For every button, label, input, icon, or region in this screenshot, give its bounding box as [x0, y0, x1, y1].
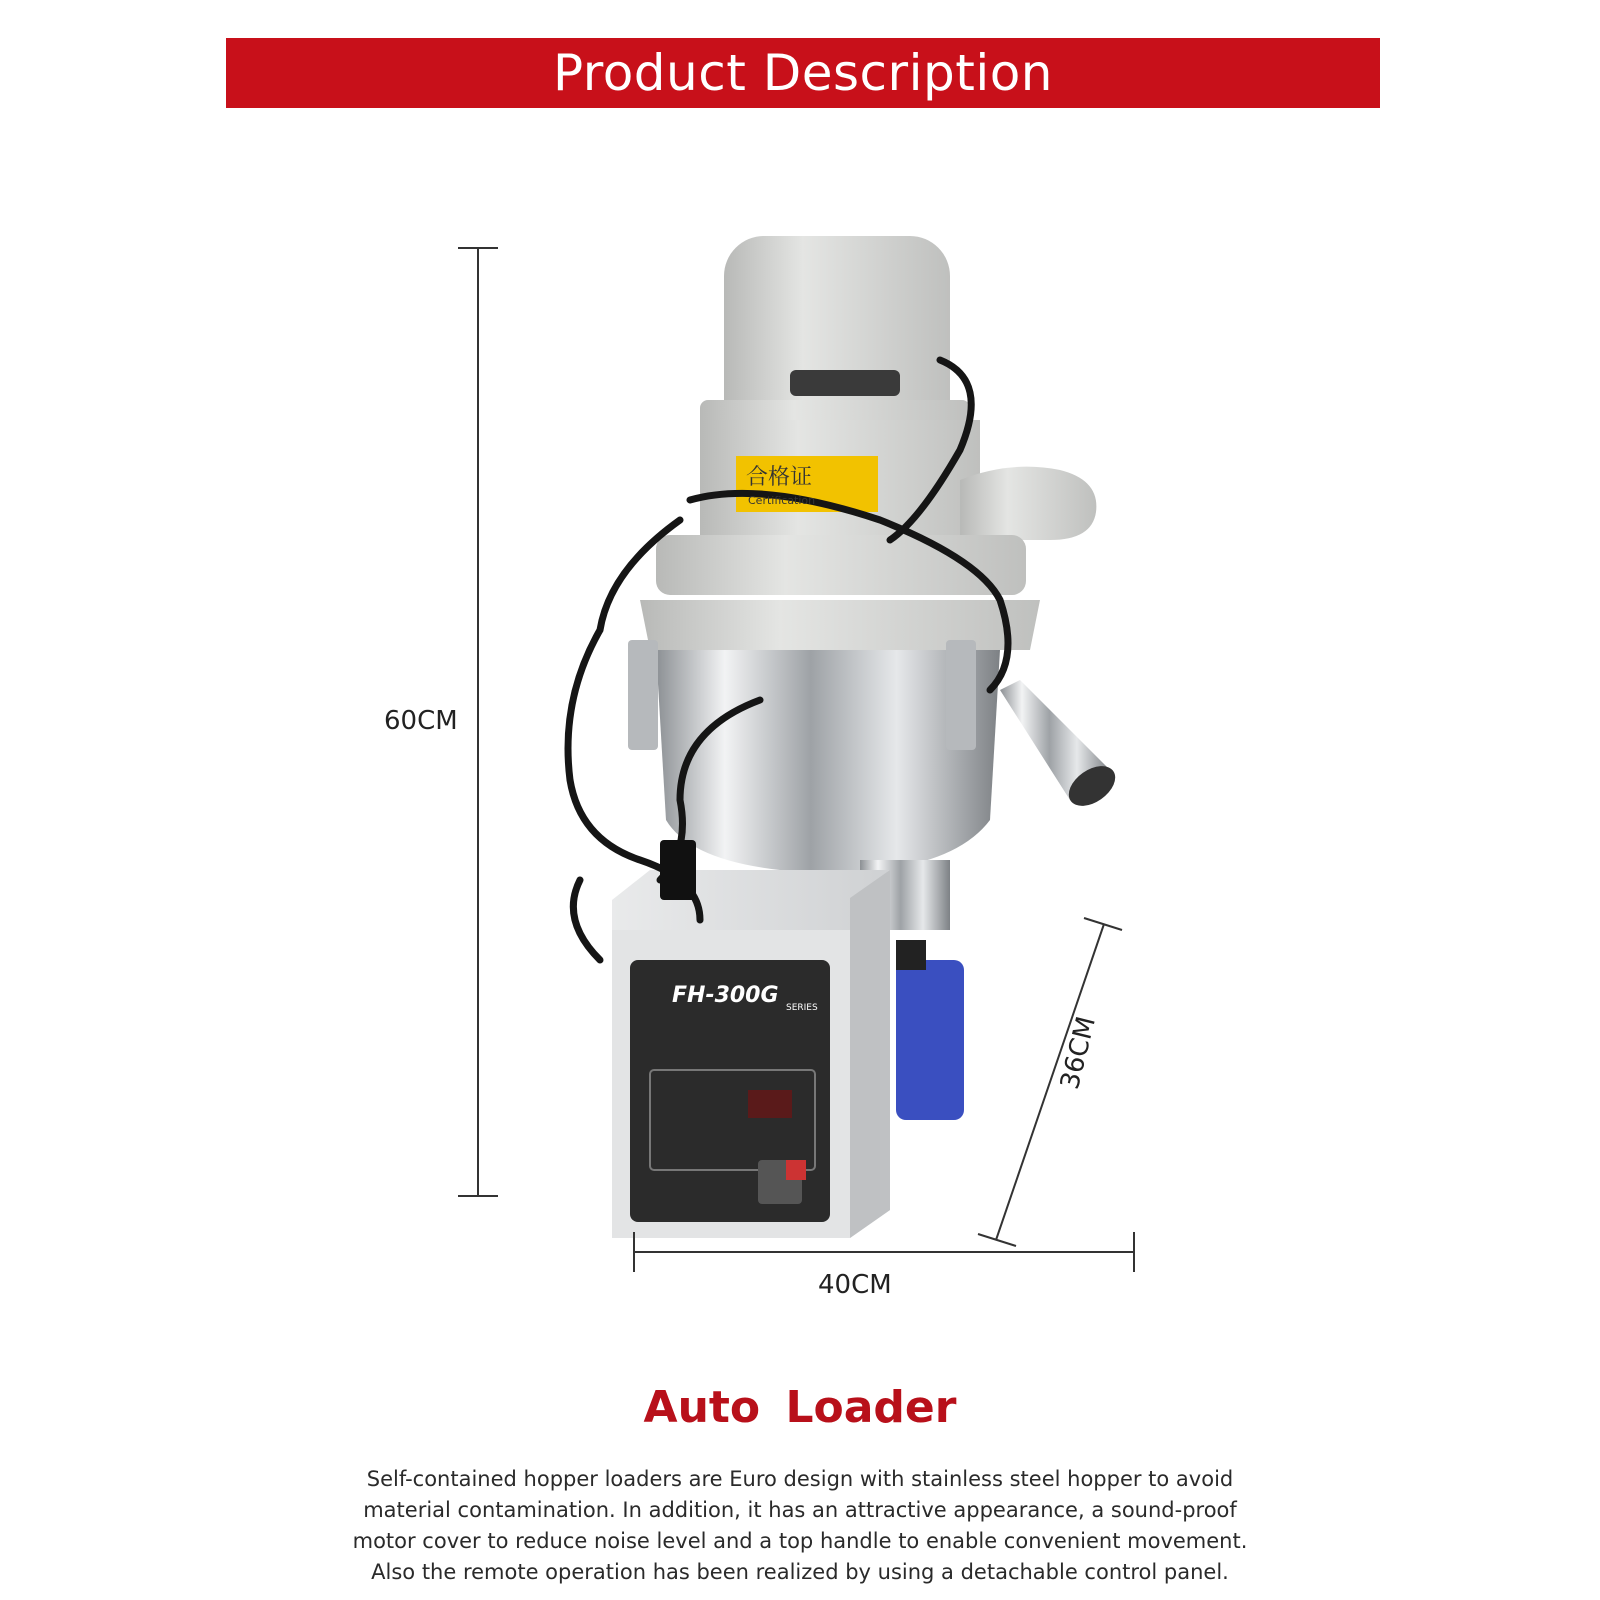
description-line: material contamination. In addition, it has an attractive appearance, a sound-proof	[363, 1498, 1237, 1522]
description-line: Self-contained hopper loaders are Euro design with stainless steel hopper to avoid	[366, 1467, 1234, 1491]
panel-series-text: SERIES	[786, 1003, 818, 1013]
panel-model-text: FH-300G	[672, 983, 779, 1008]
width-dimension-label: 40CM	[818, 1270, 892, 1300]
description-line: motor cover to reduce noise level and a top handle to enable convenient movement.	[352, 1529, 1248, 1553]
cert-label-cn: 合格证	[746, 465, 813, 490]
banner-title: Product Description	[552, 44, 1053, 102]
height-dimension-label: 60CM	[384, 706, 458, 736]
depth-dimension-label: 36CM	[1055, 1013, 1102, 1093]
product-description	[300, 1464, 1300, 1588]
cert-label-en: Certification	[748, 494, 816, 507]
description-line: Also the remote operation has been realized by using a detachable control panel.	[371, 1560, 1229, 1584]
depth-line	[996, 924, 1104, 1240]
product-name: Auto Loader	[643, 1382, 957, 1433]
